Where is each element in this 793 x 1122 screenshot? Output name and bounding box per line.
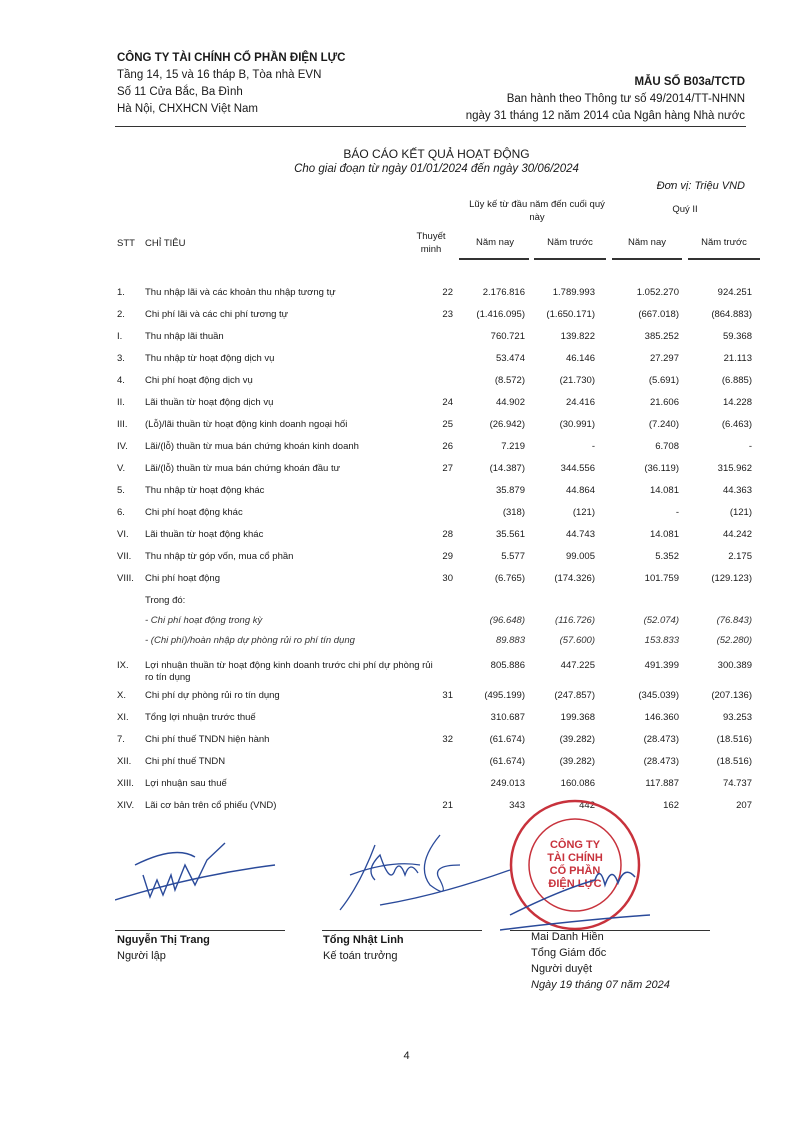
row-label: - (Chi phí)/hoàn nhập dự phòng rủi ro phí tín dụng (145, 635, 355, 646)
row-stt: 6. (117, 507, 125, 518)
row-label: Lợi nhuận sau thuế (145, 778, 227, 789)
row-value: 99.005 (565, 551, 595, 562)
row-value: (8.572) (494, 375, 525, 386)
row-note: 21 (442, 800, 453, 811)
row-label: Lãi/(lỗ) thuần từ mua bán chứng khoán đầu tư (145, 463, 340, 474)
address-line-1: Tầng 14, 15 và 16 tháp B, Tòa nhà EVN (117, 69, 322, 81)
table-row (117, 375, 757, 395)
row-value: 344.556 (560, 463, 595, 474)
row-stt: X. (117, 690, 126, 701)
table-row (117, 419, 757, 439)
row-value: (121) (572, 507, 595, 518)
row-stt: IV. (117, 441, 128, 452)
row-note: 26 (442, 441, 453, 452)
table-row (117, 756, 757, 776)
row-stt: III. (117, 419, 128, 430)
table-row (117, 485, 757, 505)
row-value: 14.228 (722, 397, 752, 408)
row-value: (36.119) (644, 463, 679, 474)
row-value: 35.879 (495, 485, 525, 496)
row-value: (52.280) (716, 635, 752, 646)
row-value: 1.789.993 (552, 287, 595, 298)
row-label: Tổng lợi nhuận trước thuế (145, 712, 256, 723)
row-value: - (675, 507, 679, 518)
row-value: 300.389 (717, 660, 752, 671)
row-label: - Chi phí hoạt động trong kỳ (145, 615, 263, 626)
report-period: Cho giai đoạn từ ngày 01/01/2024 đến ngày 30/06/2024 (294, 163, 579, 175)
row-value: (174.326) (554, 573, 595, 584)
header-q2-this-year: Năm nay (627, 237, 666, 248)
row-stt: 4. (117, 375, 125, 386)
row-value: (39.282) (559, 734, 595, 745)
row-stt: 5. (117, 485, 125, 496)
row-value: 160.086 (560, 778, 595, 789)
row-stt: II. (117, 397, 125, 408)
row-label: Thu nhập lãi thuần (145, 331, 224, 342)
row-value: 5.352 (655, 551, 679, 562)
row-stt: V. (117, 463, 126, 474)
row-value: 5.577 (501, 551, 525, 562)
table-row (117, 529, 757, 549)
row-stt: 7. (117, 734, 125, 745)
header-underline (459, 258, 529, 260)
row-note: 31 (442, 690, 453, 701)
row-stt: I. (117, 331, 123, 342)
header-ytd-last-year: Năm trước (547, 237, 593, 248)
row-label: Thu nhập lãi và các khoản thu nhập tương tự (145, 287, 336, 298)
row-value: (7.240) (648, 419, 679, 430)
row-label: Chi phí hoạt động (145, 573, 221, 584)
row-value: 6.708 (655, 441, 679, 452)
row-label: Thu nhập từ hoạt động khác (145, 485, 265, 496)
row-stt: VIII. (117, 573, 134, 584)
header-rule-left (115, 126, 450, 127)
row-value: 44.363 (722, 485, 752, 496)
row-value: (1.416.095) (476, 309, 525, 320)
chief-accountant-name: Tổng Nhật Linh (323, 934, 404, 946)
row-value: 46.146 (565, 353, 595, 364)
row-label: Lãi cơ bản trên cổ phiếu (VND) (145, 800, 277, 811)
row-stt: VI. (117, 529, 129, 540)
row-value: (116.726) (555, 615, 595, 626)
header-underline (612, 258, 682, 260)
form-code: MẪU SỐ B03a/TCTD (634, 76, 745, 88)
row-value: 74.737 (722, 778, 752, 789)
row-value: 2.175 (728, 551, 752, 562)
row-value: (318) (502, 507, 525, 518)
row-value: (57.600) (559, 635, 595, 646)
row-value: 139.822 (560, 331, 595, 342)
svg-text:TÀI CHÍNH: TÀI CHÍNH (547, 852, 603, 864)
row-label: Thu nhập từ hoạt động dịch vụ (145, 353, 275, 364)
row-value: (6.885) (721, 375, 752, 386)
table-row (117, 309, 757, 329)
row-value: 21.606 (649, 397, 679, 408)
signature-line-1 (115, 930, 285, 931)
row-label: Lãi thuần từ hoạt động dịch vụ (145, 397, 274, 408)
row-value: 491.399 (644, 660, 679, 671)
row-stt: 1. (117, 287, 125, 298)
row-value: 146.360 (644, 712, 679, 723)
row-value: 101.759 (644, 573, 679, 584)
header-stt: STT (117, 238, 135, 249)
row-value: (61.674) (489, 734, 525, 745)
row-value: 2.176.816 (482, 287, 525, 298)
row-note: 22 (442, 287, 453, 298)
row-value: 35.561 (495, 529, 525, 540)
row-label: (Lỗ)/lãi thuần từ hoạt động kinh doanh ngoại hối (145, 419, 348, 430)
row-value: (6.463) (721, 419, 752, 430)
header-ytd-this-year: Năm nay (475, 237, 514, 248)
row-value: (18.516) (716, 756, 752, 767)
row-value: (667.018) (638, 309, 679, 320)
row-value: 89.883 (495, 635, 525, 646)
row-value: 117.887 (645, 778, 679, 789)
row-value: 53.474 (495, 353, 525, 364)
row-value: 310.687 (490, 712, 525, 723)
address-line-2: Số 11 Cửa Bắc, Ba Đình (117, 86, 243, 98)
regulation-line-1: Ban hành theo Thông tư số 49/2014/TT-NHNN (506, 93, 745, 105)
row-value: (129.123) (711, 573, 752, 584)
page-number: 4 (403, 1050, 410, 1062)
row-stt: IX. (117, 660, 129, 671)
director-name: Mai Danh Hiền (531, 931, 604, 943)
row-value: 44.743 (565, 529, 595, 540)
row-value: (6.765) (494, 573, 525, 584)
row-value: 44.864 (565, 485, 595, 496)
header-q2-last-year: Năm trước (701, 237, 747, 248)
row-value: (26.942) (489, 419, 525, 430)
header-note: Thuyết minh (416, 231, 446, 255)
table-row (117, 778, 757, 798)
row-value: (30.991) (559, 419, 595, 430)
row-value: 14.081 (649, 485, 679, 496)
row-value: 343 (509, 800, 525, 811)
table-row (117, 551, 757, 571)
table-row (117, 353, 757, 373)
row-value: 44.902 (495, 397, 525, 408)
table-row (117, 800, 757, 820)
table-row (117, 507, 757, 527)
row-value: (14.387) (489, 463, 525, 474)
signature-line-2 (322, 930, 482, 931)
row-label: Chi phí thuế TNDN hiện hành (145, 734, 270, 745)
row-stt: 2. (117, 309, 125, 320)
approver-role: Người duyệt (531, 963, 593, 975)
header-group-q2: Quý II (672, 204, 698, 215)
row-value: (345.039) (638, 690, 679, 701)
row-value: (39.282) (559, 756, 595, 767)
signature-chief-accountant (320, 825, 520, 920)
row-stt: 3. (117, 353, 125, 364)
table-row (117, 441, 757, 461)
row-label: Chi phí thuế TNDN (145, 756, 226, 767)
table-row (117, 463, 757, 483)
row-value: 27.297 (649, 353, 679, 364)
row-value: (52.074) (643, 615, 679, 626)
row-note: 32 (442, 734, 453, 745)
row-value: (21.730) (559, 375, 595, 386)
row-value: (247.857) (554, 690, 595, 701)
row-value: 760.721 (490, 331, 525, 342)
row-value: 447.225 (560, 660, 595, 671)
preparer-role: Người lập (117, 950, 166, 962)
table-row (117, 331, 757, 351)
row-note: 28 (442, 529, 453, 540)
table-row (117, 734, 757, 754)
director-role: Tổng Giám đốc (531, 947, 607, 959)
header-underline (688, 258, 760, 260)
table-row (117, 615, 757, 635)
table-row (117, 287, 757, 307)
table-row (117, 573, 757, 593)
row-value: 59.368 (722, 331, 752, 342)
header-rule-right (450, 126, 746, 127)
table-row (117, 660, 757, 683)
signing-date: Ngày 19 tháng 07 năm 2024 (531, 979, 670, 991)
row-stt: XI. (117, 712, 129, 723)
row-value: 93.253 (722, 712, 752, 723)
row-value: (28.473) (643, 734, 679, 745)
row-label: Lãi/(lỗ) thuần từ mua bán chứng khoán kinh doanh (145, 441, 359, 452)
table-row (117, 397, 757, 417)
svg-text:ĐIỆN LỰC: ĐIỆN LỰC (548, 878, 602, 890)
header-item: CHỈ TIÊU (145, 238, 186, 249)
row-label: Lợi nhuận thuần từ hoạt động kinh doanh trước chi phí dự phòng rủi ro tín dụng (145, 660, 433, 683)
row-value: 442 (579, 800, 595, 811)
row-label: Chi phí hoạt động khác (145, 507, 243, 518)
row-value: (5.691) (648, 375, 679, 386)
row-label: Trong đó: (145, 595, 186, 606)
svg-text:CỔ PHẦN: CỔ PHẦN (549, 865, 601, 877)
row-value: 153.833 (644, 635, 679, 646)
currency-unit: Đơn vị: Triệu VND (656, 180, 745, 192)
report-title: BÁO CÁO KẾT QUẢ HOẠT ĐỘNG (343, 147, 530, 161)
row-note: 24 (442, 397, 453, 408)
row-value: (28.473) (643, 756, 679, 767)
row-stt: XIV. (117, 800, 135, 811)
row-value: 249.013 (490, 778, 525, 789)
chief-accountant-role: Kế toán trưởng (323, 950, 398, 962)
row-value: 1.052.270 (636, 287, 679, 298)
row-note: 25 (442, 419, 453, 430)
row-value: (495.199) (484, 690, 525, 701)
svg-text:CÔNG TY: CÔNG TY (549, 839, 601, 851)
row-value: 207 (736, 800, 752, 811)
table-row (117, 690, 757, 710)
table-row (117, 595, 757, 615)
row-stt: XII. (117, 756, 132, 767)
row-stt: XIII. (117, 778, 134, 789)
row-value: (207.136) (711, 690, 752, 701)
row-value: (96.648) (489, 615, 525, 626)
row-value: (61.674) (489, 756, 525, 767)
table-row (117, 712, 757, 732)
signature-preparer (115, 835, 285, 905)
row-value: (864.883) (711, 309, 752, 320)
row-value: (1.650.171) (546, 309, 595, 320)
row-value: 805.886 (490, 660, 525, 671)
row-label: Chi phí lãi và các chi phí tương tự (145, 309, 289, 320)
row-value: (76.843) (716, 615, 752, 626)
row-value: 385.252 (644, 331, 679, 342)
company-stamp (500, 795, 650, 935)
address-line-3: Hà Nội, CHXHCN Việt Nam (117, 103, 259, 115)
row-value: 162 (663, 800, 679, 811)
row-value: (18.516) (716, 734, 752, 745)
row-value: 21.113 (723, 353, 752, 364)
header-underline (534, 258, 606, 260)
header-group-ytd: Lũy kế từ đầu năm đến cuối quý này (469, 199, 605, 223)
row-label: Chi phí dự phòng rủi ro tín dụng (145, 690, 280, 701)
row-value: 924.251 (717, 287, 752, 298)
row-value: (121) (729, 507, 752, 518)
row-value: 14.081 (649, 529, 679, 540)
row-note: 27 (442, 463, 453, 474)
row-value: 44.242 (722, 529, 752, 540)
row-note: 30 (442, 573, 453, 584)
preparer-name: Nguyễn Thị Trang (117, 934, 210, 946)
row-note: 23 (442, 309, 453, 320)
table-row (117, 635, 757, 655)
row-value: - (748, 441, 752, 452)
row-value: 315.962 (717, 463, 752, 474)
row-note: 29 (442, 551, 453, 562)
row-stt: VII. (117, 551, 132, 562)
row-label: Chi phí hoạt động dịch vụ (145, 375, 253, 386)
company-name: CÔNG TY TÀI CHÍNH CỔ PHẦN ĐIỆN LỰC (117, 52, 346, 64)
row-value: 199.368 (560, 712, 595, 723)
row-value: - (591, 441, 595, 452)
row-label: Lãi thuần từ hoạt động khác (145, 529, 264, 540)
regulation-line-2: ngày 31 tháng 12 năm 2014 của Ngân hàng Nhà nước (465, 110, 745, 122)
row-value: 7.219 (501, 441, 525, 452)
row-label: Thu nhập từ góp vốn, mua cổ phần (145, 551, 294, 562)
row-value: 24.416 (565, 397, 595, 408)
